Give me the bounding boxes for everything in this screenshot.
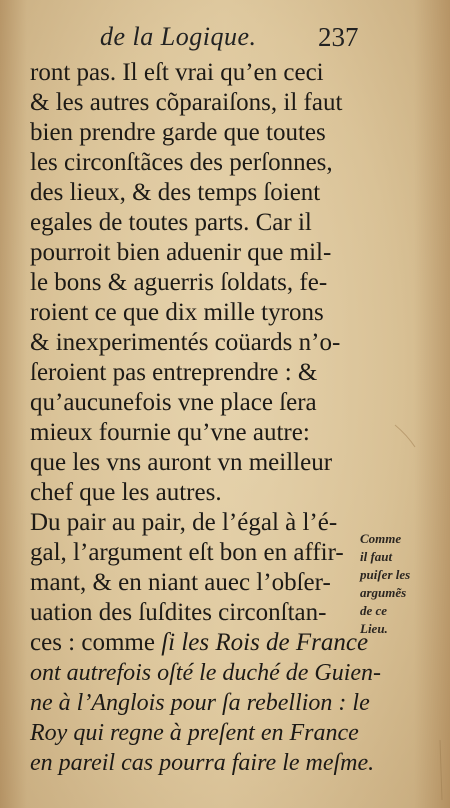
margin-note-line: Lieu. <box>360 621 388 636</box>
text-line: des lieux, & des temps ſoient <box>30 179 321 206</box>
page-number: 237 <box>318 22 359 52</box>
text-italic: ſi les Rois de France <box>161 629 369 656</box>
text-line: que les vns auront vn meilleur <box>30 449 333 476</box>
margin-note-line: Comme <box>360 531 402 546</box>
text-line: les circonſtãces des perſonnes, <box>30 149 333 176</box>
text-line: pourroit bien aduenir que mil- <box>30 239 332 266</box>
margin-note-line: il faut <box>360 549 393 564</box>
text-line: mant, & en niant auec l’obſer- <box>30 569 331 596</box>
text-line: ront pas. Il eſt vrai qu’en ceci <box>30 59 324 86</box>
text-line: egales de toutes parts. Car il <box>30 209 312 236</box>
text-line: qu’aucunefois vne place ſera <box>30 389 317 416</box>
text-line: mieux fournie qu’vne autre: <box>30 419 310 446</box>
margin-note-line: puiſer les <box>360 567 411 582</box>
text-line: roient ce que dix mille tyrons <box>30 299 324 326</box>
italic-line: Roy qui regne à preſent en France <box>30 720 359 746</box>
text-line: gal, l’argument eſt bon en affir- <box>30 539 344 566</box>
italic-line: ont autrefois oſté le duché de Guien- <box>30 660 382 686</box>
text-line: le bons & aguerris ſoldats, fe- <box>30 269 328 296</box>
text-roman: ces : comme <box>30 629 162 656</box>
text-line: bien prendre garde que toutes <box>30 119 326 146</box>
text-line: & les autres cõparaiſons, il faut <box>30 89 343 116</box>
margin-note-line: argumẽs <box>360 585 407 600</box>
italic-line: ne à l’Anglois pour ſa rebellion : le <box>30 690 370 716</box>
paper-edge-mark <box>440 740 442 800</box>
text-line: ſeroient pas entreprendre : & <box>30 359 318 386</box>
text-line: uation des ſuſdites circonſtan- <box>30 599 327 626</box>
text-line: & inexperimentés coüards n’o- <box>30 329 341 356</box>
italic-line: en pareil cas pourra faire le meſme. <box>30 750 375 776</box>
running-head: de la Logique. <box>100 22 257 51</box>
text-line: chef que les autres. <box>30 479 222 506</box>
text-line: Du pair au pair, de l’égal à l’é- <box>30 509 338 536</box>
paper-crease <box>395 425 415 447</box>
margin-note-line: de ce <box>360 603 388 618</box>
